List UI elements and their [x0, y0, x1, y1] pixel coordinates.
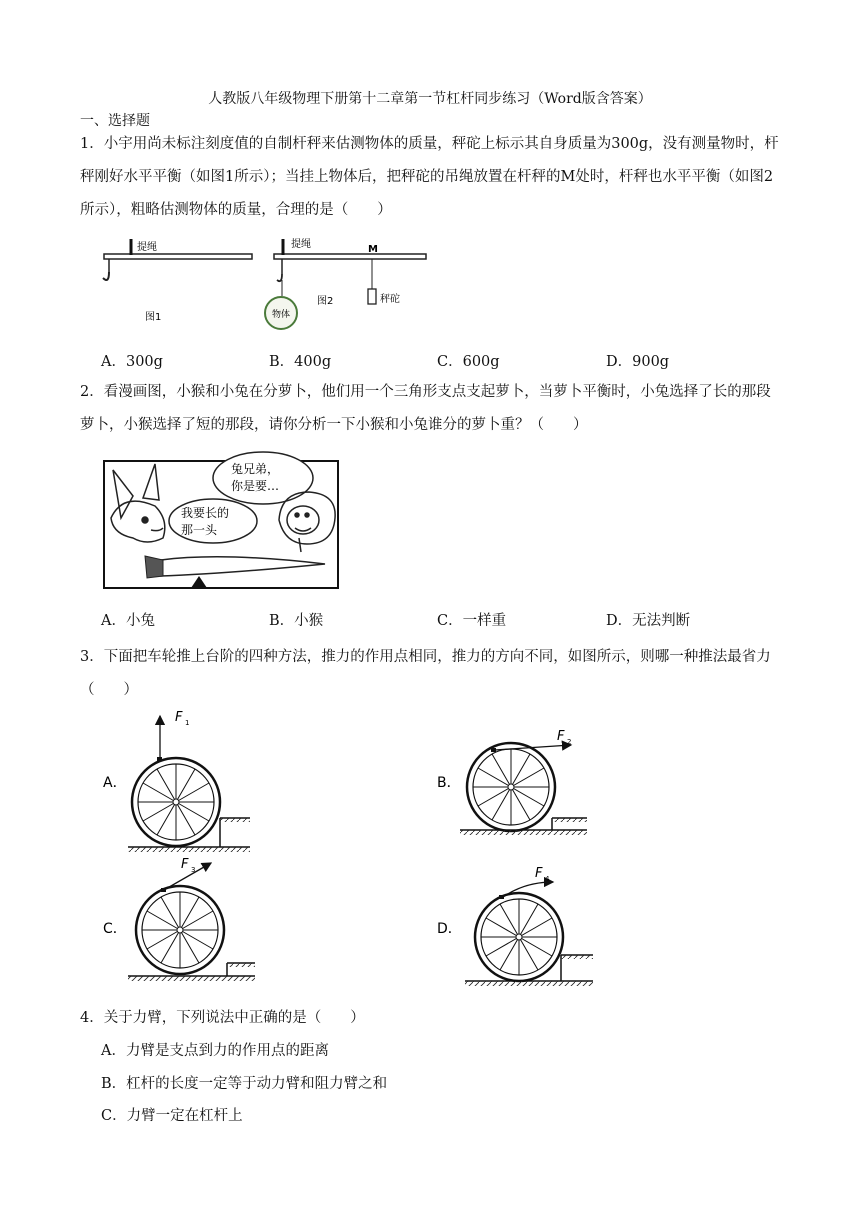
q4-option-c[interactable]: C．力臂一定在杠杆上 — [101, 1108, 243, 1124]
q4-option-b[interactable]: B．杠杆的长度一定等于动力臂和阻力臂之和 — [101, 1076, 388, 1092]
rope-label-1: 提绳 — [137, 242, 157, 253]
force-f3-label: F — [181, 857, 189, 872]
fig1-label: 图1 — [145, 312, 162, 323]
bubble1-line1: 兔兄弟， — [231, 462, 280, 476]
force-f3-sub: 3 — [191, 866, 196, 874]
m-label: M — [368, 244, 378, 255]
wheel-d-label: D． — [437, 921, 462, 937]
q2-option-d[interactable]: D．无法判断 — [606, 613, 691, 629]
q4-option-a[interactable]: A．力臂是支点到力的作用点的距离 — [101, 1043, 329, 1059]
speech-bubble-1 — [213, 452, 313, 504]
force-f2-label: F — [557, 729, 565, 744]
force-f4-label: F — [535, 866, 543, 881]
q2-option-a[interactable]: A．小兔 — [101, 613, 155, 629]
force-f2-sub: 2 — [567, 738, 572, 746]
steelyard-figure-2 — [265, 237, 426, 329]
q1-option-b[interactable]: B．400g — [269, 354, 332, 370]
question-3-text: 3．下面把车轮推上台阶的四种方法，推力的作用点相同，推力的方向不同，如图所示，则哪一种推法最省力（ ） — [80, 649, 771, 698]
steelyard-figure — [100, 234, 430, 334]
page-title: 人教版八年级物理下册第十二章第一节杠杆同步练习（Word版含答案） — [208, 91, 652, 107]
q2-option-b[interactable]: B．小猴 — [269, 613, 324, 629]
q1-option-a[interactable]: A．300g — [101, 354, 163, 370]
wheel-figure-b — [437, 729, 587, 835]
weight-block — [368, 289, 376, 304]
wheel-figures — [95, 700, 775, 1000]
wheel-c-label: C． — [103, 921, 127, 937]
force-f1-label: F — [175, 710, 183, 725]
question-1-text: 1．小宇用尚未标注刻度值的自制杆秤来估测物体的质量，秤砣上标示其自身质量为300g，没有测量物时，杆秤刚好水平平衡（如图1所示）；当挂上物体后，把秤砣的吊绳放置在杆秤的M处时，杆秤也水平平衡（如图2所示），粗略估测物体的质量，合理的是（ ） — [80, 136, 779, 218]
q1-option-d[interactable]: D．900g — [606, 354, 670, 370]
bubble2-line2: 那一头 — [181, 523, 218, 537]
cartoon-figure — [103, 448, 341, 594]
section-heading: 一、选择题 — [80, 113, 150, 129]
wheel-figure-c — [103, 857, 255, 981]
wheel-figure-d — [437, 866, 593, 986]
steelyard-figure-1 — [103, 239, 252, 323]
force-f4-sub: 4 — [545, 875, 550, 883]
bubble1-line2: 你是要… — [231, 479, 280, 493]
question-4-text: 4．关于力臂，下列说法中正确的是（ ） — [80, 1010, 365, 1026]
q2-option-c[interactable]: C．一样重 — [437, 613, 507, 629]
weight-label: 秤砣 — [380, 294, 400, 305]
wheel-a-label: A． — [103, 775, 127, 791]
bubble2-line1: 我要长的 — [181, 506, 230, 520]
wheel-b-label: B． — [437, 775, 461, 791]
force-f1-sub: 1 — [185, 719, 190, 727]
wheel-figure-a — [103, 710, 250, 852]
q1-option-c[interactable]: C．600g — [437, 354, 500, 370]
fig2-label: 图2 — [317, 296, 334, 307]
carrot-top — [145, 556, 163, 578]
object-label: 物体 — [272, 310, 291, 320]
question-2-text: 2．看漫画图，小猴和小兔在分萝卜，他们用一个三角形支点支起萝卜，当萝卜平衡时，小兔选择了长的那段萝卜，小猴选择了短的那段，请你分析一下小猴和小兔谁分的萝卜重？（ ） — [80, 384, 771, 433]
rope-label-2: 提绳 — [291, 239, 311, 250]
